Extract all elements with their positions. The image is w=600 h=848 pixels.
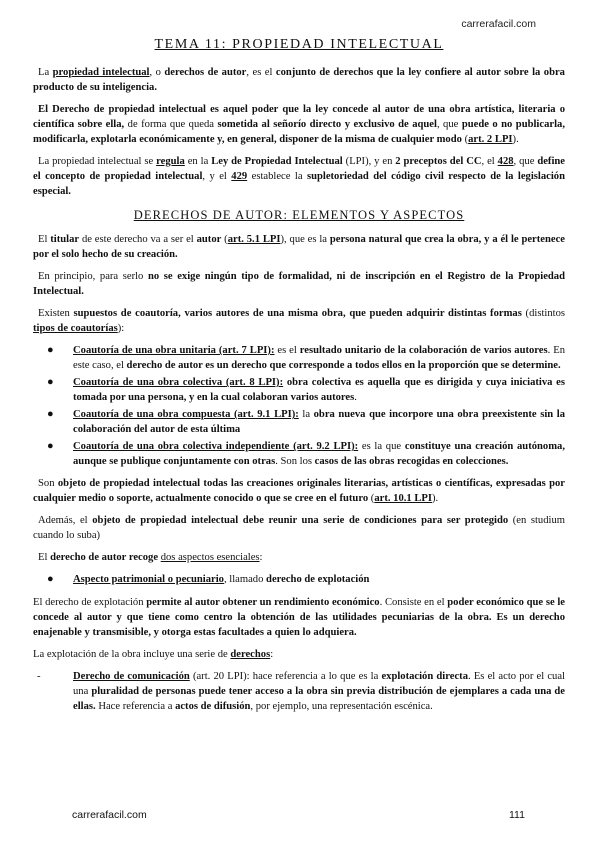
paragraph-aspectos: El derecho de autor recoge dos aspectos esenciales: [38, 552, 263, 564]
list-item: ● Coautoría de una obra compuesta (art. 9.1 LPI): la obra nueva que incorpore una obra preexistente sin la colaboración del autor de esta última [47, 408, 565, 436]
paragraph-formalidad: En principio, para serlo no se exige ningún tipo de formalidad, ni de inscripción en el Registro de la Propiedad Intelectual. [33, 270, 565, 297]
paragraph-condiciones: Además, el objeto de propiedad intelectual debe reunir una serie de condiciones para ser protegido (en studium cuando lo suba) [33, 515, 566, 542]
bullet-icon: ● [47, 408, 54, 421]
page-content [33, 35, 565, 714]
paragraph-titular: El titular de este derecho va a ser el autor (art. 5.1 LPI), que es la persona natural que crea la obra, y a él le pertenece por el solo hecho de su creación. [33, 233, 565, 260]
header-site-name: carrerafacil.com [461, 18, 536, 30]
list-item: ● Aspecto patrimonial o pecuniario, llamado derecho de explotación [33, 572, 565, 587]
list-item: ● Coautoría de una obra colectiva independiente (art. 9.2 LPI): es la que constituye una creación autónoma, aunque se publique conjuntamente con otras. Son los casos de las obras recogidas en colecciones. [47, 440, 565, 468]
paragraph-coautoria: Existen supuestos de coautoría, varios autores de una misma obra, que pueden adquirir distintas formas (distintos tipos de coautorías): [33, 308, 565, 335]
bullet-icon: ● [47, 440, 54, 453]
coauthorship-list [33, 343, 565, 469]
bullet-icon: ● [47, 344, 54, 357]
paragraph-explotacion: El derecho de explotación permite al autor obtener un rendimiento económico. Consiste en el poder económico que se le concede al autor y que tiene como centro la obtención de las utilidades pecuniarias de la obra. Es un derecho enajenable y transmisible, y otorga estas facultades a quien lo adquiera. [33, 596, 565, 638]
page-number: 111 [509, 809, 525, 821]
bullet-icon: ● [47, 376, 54, 389]
list-item: ● Coautoría de una obra colectiva (art. 8 LPI): obra colectiva es aquella que es dirigida y cuya iniciativa es tomada por una persona, y en la cual colaboran varios autores. [47, 376, 566, 404]
paragraph-definition: La propiedad intelectual, o derechos de autor, es el conjunto de derechos que la ley confiere al autor sobre la obra producto de su inteligencia. [33, 66, 565, 93]
paragraph-regulacion: La propiedad intelectual se regula en la Ley de Propiedad Intelectual (LPI), y en 2 preceptos del CC, el 428, que define el concepto de propiedad intelectual, y el 429 establece la supletoriedad del código civil respecto de la legislación especial. [33, 156, 565, 198]
list-item: ● Coautoría de una obra unitaria (art. 7 LPI): es el resultado unitario de la colaboración de varios autores. En este caso, el derecho de autor es un derecho que corresponde a todos ellos en la proporción que se determine. [47, 344, 565, 372]
section-subtitle: DERECHOS DE AUTOR: ELEMENTOS Y ASPECTOS [133, 208, 465, 223]
list-item: - Derecho de comunicación (art. 20 LPI): hace referencia a lo que es la explotación directa. Es el acto por el cual una pluralidad de personas puede tener acceso a la obra sin previa distribución de ejemplares a cada una de ellas. Hace referencia a actos de difusión, por ejemplo, una representación escénica. [37, 670, 565, 712]
paragraph-derechos: La explotación de la obra incluye una serie de derechos: [33, 648, 274, 660]
footer-site-name: carrerafacil.com [72, 809, 147, 821]
paragraph-objeto: Son objeto de propiedad intelectual todas las creaciones originales literarias, artísticas o científicas, expresadas por cualquier medio o soporte, actualmente conocido o que se cree en el futuro (art. 10.1 LPI). [33, 478, 565, 505]
rights-list [33, 669, 565, 714]
page-title: TEMA 11: PROPIEDAD INTELECTUAL [154, 37, 444, 52]
bullet-icon: ● [47, 573, 54, 586]
paragraph-derecho: El Derecho de propiedad intelectual es aquel poder que la ley concede al autor de una obra artística, literaria o científica sobre ella, de forma que queda sometida al señorío directo y exclusivo de aquel, que puede o no publicarla, modificarla, explotarla económicamente y, en general, disponer de la misma de cualquier modo (art. 2 LPI). [33, 103, 565, 145]
aspect-list [33, 572, 565, 587]
dash-marker: - [37, 670, 41, 682]
